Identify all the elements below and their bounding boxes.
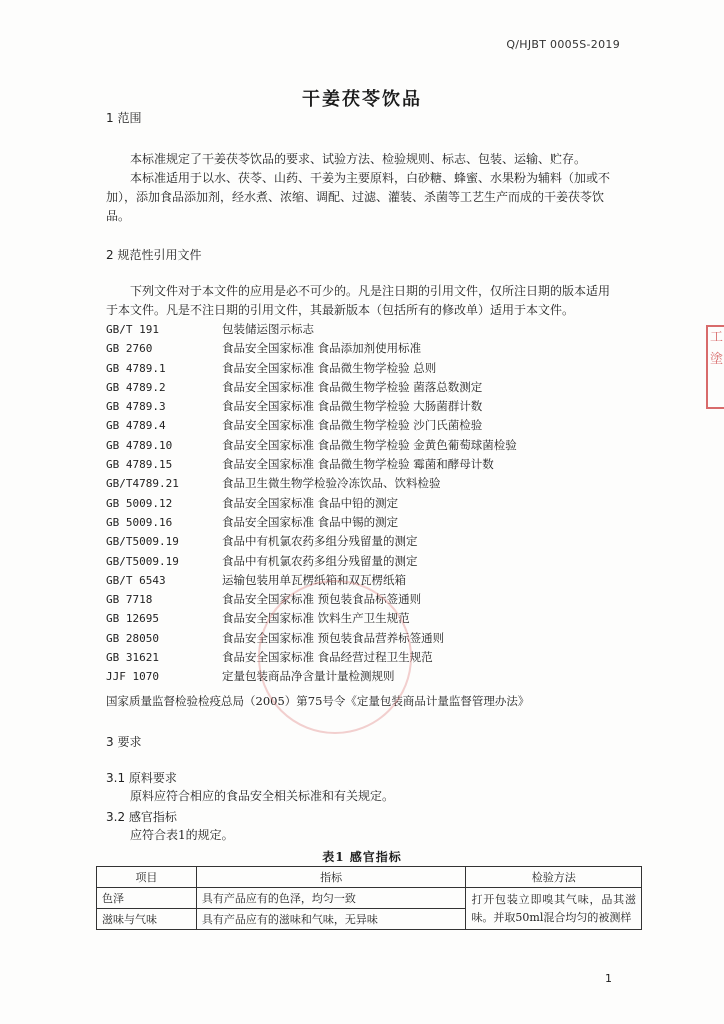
reference-name: 食品安全国家标准 饮料生产卫生规范 <box>222 611 410 626</box>
reference-name: 食品安全国家标准 食品微生物学检验 总则 <box>222 360 437 375</box>
reference-item <box>106 532 616 551</box>
reference-name: 食品安全国家标准 食品微生物学检验 金黄色葡萄球菌检验 <box>222 437 517 452</box>
raw-material-text: 原料应符合相应的食品安全相关标准和有关规定。 <box>130 789 395 803</box>
reference-code: GB 4789.15 <box>106 458 173 472</box>
raw-material-heading: 3.1 原料要求 <box>106 771 177 785</box>
reference-name: 食品安全国家标准 食品中铅的测定 <box>222 495 399 510</box>
reference-item <box>106 397 616 416</box>
table-cell-method: 打开包装立即嗅其气味，品其滋味。并取50ml混合均匀的被测样 <box>466 888 642 930</box>
table-caption: 表1 感官指标 <box>322 850 402 864</box>
reference-item <box>106 494 616 513</box>
reference-code: GB 4789.2 <box>106 380 166 394</box>
reference-item <box>106 474 616 493</box>
sensory-heading: 3.2 感官指标 <box>106 810 177 824</box>
refs-intro: 下列文件对于本文件的应用是必不可少的。凡是注日期的引用文件，仅所注日期的版本适用于本文件。凡是不注日期的引用文件，其最新版本（包括所有的修改单）适用于本文件。 <box>106 284 611 317</box>
reference-code: GB/T 191 <box>106 323 159 336</box>
reference-code: GB/T4789.21 <box>106 477 179 491</box>
reference-name: 包装储运图示标志 <box>222 322 314 336</box>
regulation-decree: 国家质量监督检验检疫总局（2005）第75号令《定量包装商品计量监督管理办法》 <box>106 694 530 708</box>
reference-name: 食品中有机氯农药多组分残留量的测定 <box>222 553 418 568</box>
reference-code: GB 4789.3 <box>106 400 166 414</box>
scope-paragraph-2: 本标准适用于以水、茯苓、山药、干姜为主要原料，白砂糖、蜂蜜、水果粉为辅料（加或不加），添加食品添加剂，经水煮、浓缩、调配、过滤、灌装、杀菌等工艺生产而成的干姜茯苓饮品。 <box>106 171 611 223</box>
section-scope-heading: 1 范围 <box>106 111 142 125</box>
sensory-table <box>96 866 642 930</box>
reference-item <box>106 436 616 455</box>
company-seal-watermark <box>258 580 412 734</box>
reference-code: GB 4789.1 <box>106 361 166 375</box>
reference-code: GB 2760 <box>106 342 153 356</box>
reference-name: 定量包装商品净含量计量检测规则 <box>222 669 395 684</box>
sensory-text: 应符合表1的规定。 <box>130 828 234 842</box>
section-requirements-heading: 3 要求 <box>106 735 142 749</box>
table-header-row <box>97 867 642 888</box>
table-row <box>97 888 642 909</box>
table-cell-index: 具有产品应有的滋味和气味，无异味 <box>196 909 466 930</box>
reference-item <box>106 455 616 474</box>
table-cell-item: 滋味与气味 <box>97 909 197 930</box>
reference-item <box>106 359 616 378</box>
reference-name: 运输包装用单瓦楞纸箱和双瓦楞纸箱 <box>222 572 406 587</box>
standard-code: Q/HJBT 0005S-2019 <box>506 38 620 51</box>
scope-paragraph-1: 本标准规定了干姜茯苓饮品的要求、试验方法、检验规则、标志、包装、运输、贮存。 <box>130 152 587 166</box>
reference-name: 食品安全国家标准 食品微生物学检验 霉菌和酵母计数 <box>222 457 494 472</box>
reference-code: GB 4789.4 <box>106 419 166 433</box>
side-stamp <box>706 325 724 409</box>
reference-item <box>106 339 616 358</box>
table-header-index: 指标 <box>196 867 466 888</box>
reference-code: GB 5009.12 <box>106 496 173 510</box>
reference-item <box>106 513 616 532</box>
reference-name: 食品安全国家标准 食品添加剂使用标准 <box>222 341 422 356</box>
reference-name: 食品中有机氯农药多组分残留量的测定 <box>222 534 418 549</box>
table-header-item: 项目 <box>97 867 197 888</box>
reference-name: 食品安全国家标准 预包装食品标签通则 <box>222 592 422 607</box>
reference-code: GB/T 6543 <box>106 573 166 587</box>
table-cell-index: 具有产品应有的色泽，均匀一致 <box>196 888 466 909</box>
reference-name: 食品安全国家标准 食品微生物学检验 菌落总数测定 <box>222 379 483 394</box>
reference-item <box>106 378 616 397</box>
reference-name: 食品安全国家标准 食品微生物学检验 沙门氏菌检验 <box>222 418 483 433</box>
reference-code: JJF 1070 <box>106 670 159 684</box>
reference-name: 食品安全国家标准 食品微生物学检验 大肠菌群计数 <box>222 399 483 414</box>
reference-code: GB/T5009.19 <box>106 535 179 549</box>
reference-item <box>106 552 616 571</box>
reference-item <box>106 320 616 339</box>
side-stamp-char: 塗 <box>710 352 724 367</box>
section-refs-heading: 2 规范性引用文件 <box>106 248 202 262</box>
reference-name: 食品卫生微生物学检验冷冻饮品、饮料检验 <box>222 476 441 491</box>
reference-name: 食品安全国家标准 食品中锡的测定 <box>222 514 399 529</box>
reference-code: GB/T5009.19 <box>106 554 179 568</box>
document-title: 干姜茯苓饮品 <box>302 89 422 110</box>
reference-code: GB 31621 <box>106 651 159 665</box>
reference-code: GB 7718 <box>106 593 153 607</box>
reference-code: GB 12695 <box>106 612 159 626</box>
table-cell-item: 色泽 <box>97 888 197 909</box>
reference-code: GB 5009.16 <box>106 515 173 529</box>
reference-name: 食品安全国家标准 预包装食品营养标签通则 <box>222 630 445 645</box>
reference-code: GB 28050 <box>106 631 159 645</box>
reference-code: GB 4789.10 <box>106 438 173 452</box>
page-number: 1 <box>605 972 612 985</box>
reference-item <box>106 416 616 435</box>
table-header-method: 检验方法 <box>466 867 642 888</box>
side-stamp-char: 工 <box>710 330 724 345</box>
reference-name: 食品安全国家标准 食品经营过程卫生规范 <box>222 650 433 665</box>
